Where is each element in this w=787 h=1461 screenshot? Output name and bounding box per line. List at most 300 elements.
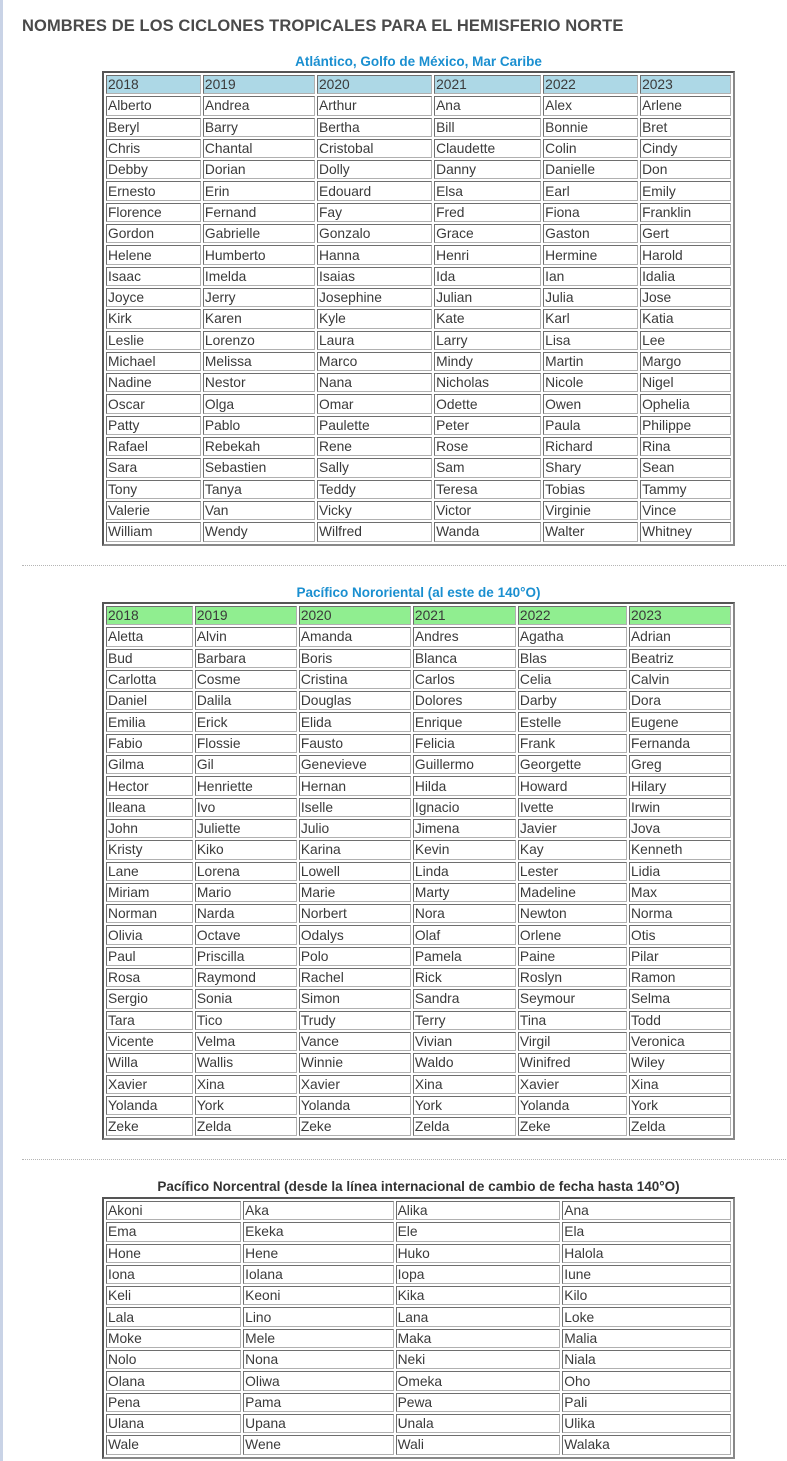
section-separator — [22, 1159, 786, 1160]
name-cell: Margo — [640, 352, 731, 371]
name-cell: Vince — [640, 501, 731, 520]
name-cell: Xavier — [106, 1075, 193, 1094]
section-separator — [22, 565, 786, 566]
year-header: 2022 — [543, 75, 638, 94]
name-cell: Teddy — [317, 480, 432, 499]
name-cell: Pablo — [203, 416, 315, 435]
name-cell: Jerry — [203, 288, 315, 307]
name-cell: Ian — [543, 267, 638, 286]
name-cell: Wene — [243, 1435, 393, 1454]
name-cell: Pali — [562, 1393, 731, 1412]
table-row — [106, 1096, 731, 1115]
pacific-central-names-table — [102, 1197, 735, 1459]
name-cell: Madeline — [518, 883, 627, 902]
name-cell: Elida — [299, 712, 411, 731]
header-row — [106, 75, 731, 94]
name-cell: Barry — [203, 118, 315, 137]
name-cell: Yolanda — [106, 1096, 193, 1115]
name-cell: Ignacio — [413, 798, 516, 817]
name-cell: Hernan — [299, 776, 411, 795]
name-cell: Edouard — [317, 181, 432, 200]
name-cell: Greg — [629, 755, 731, 774]
name-cell: Olga — [203, 394, 315, 413]
table-row — [106, 1265, 731, 1284]
name-cell: Ivette — [518, 798, 627, 817]
name-cell: Pama — [243, 1393, 393, 1412]
atlantic-names-table — [102, 71, 735, 546]
table-row — [106, 904, 731, 923]
name-cell: Isaias — [317, 267, 432, 286]
name-cell: Velma — [195, 1032, 297, 1051]
table-row — [106, 352, 731, 371]
table-row — [106, 1244, 731, 1263]
table-row — [106, 394, 731, 413]
table-row — [106, 1222, 731, 1241]
name-cell: Dorian — [203, 160, 315, 179]
name-cell: Isaac — [106, 267, 201, 286]
name-cell: Boris — [299, 649, 411, 668]
name-cell: Olana — [106, 1371, 241, 1390]
name-cell: Rina — [640, 437, 731, 456]
table-row — [106, 1414, 731, 1433]
name-cell: Walter — [543, 522, 638, 541]
name-cell: Odalys — [299, 925, 411, 944]
name-cell: Nona — [243, 1350, 393, 1369]
name-cell: Kate — [434, 309, 541, 328]
name-cell: Karl — [543, 309, 638, 328]
name-cell: Lana — [396, 1307, 561, 1326]
name-cell: Jose — [640, 288, 731, 307]
name-cell: Josephine — [317, 288, 432, 307]
name-cell: Yolanda — [299, 1096, 411, 1115]
name-cell: Tony — [106, 480, 201, 499]
name-cell: Colin — [543, 139, 638, 158]
name-cell: Florence — [106, 203, 201, 222]
name-cell: Shary — [543, 458, 638, 477]
name-cell: Wendy — [203, 522, 315, 541]
name-cell: Virginie — [543, 501, 638, 520]
name-cell: Andres — [413, 627, 516, 646]
name-cell: Genevieve — [299, 755, 411, 774]
name-cell: Julian — [434, 288, 541, 307]
name-cell: Hene — [243, 1244, 393, 1263]
name-cell: Omeka — [396, 1371, 561, 1390]
table-row — [106, 1075, 731, 1094]
name-cell: Lane — [106, 862, 193, 881]
name-cell: Pilar — [629, 947, 731, 966]
name-cell: Nolo — [106, 1350, 241, 1369]
name-cell: Larry — [434, 331, 541, 350]
name-cell: Idalia — [640, 267, 731, 286]
name-cell: Frank — [518, 734, 627, 753]
name-cell: Eugene — [629, 712, 731, 731]
name-cell: Aletta — [106, 627, 193, 646]
table-row — [106, 1117, 731, 1136]
year-header: 2023 — [640, 75, 731, 94]
table-row — [106, 1350, 731, 1369]
name-cell: Mele — [243, 1329, 393, 1348]
name-cell: Hilary — [629, 776, 731, 795]
name-cell: Whitney — [640, 522, 731, 541]
name-cell: Paulette — [317, 416, 432, 435]
pacific-east-caption: Pacífico Nororiental (al este de 140°O) — [296, 585, 541, 600]
name-cell: Huko — [396, 1244, 561, 1263]
name-cell: Melissa — [203, 352, 315, 371]
name-cell: Iune — [562, 1265, 731, 1284]
name-cell: Miriam — [106, 883, 193, 902]
name-cell: Paul — [106, 947, 193, 966]
name-cell: Iona — [106, 1265, 241, 1284]
name-cell: Hermine — [543, 245, 638, 264]
year-header: 2022 — [518, 606, 627, 625]
name-cell: Tanya — [203, 480, 315, 499]
name-cell: Danielle — [543, 160, 638, 179]
name-cell: William — [106, 522, 201, 541]
name-cell: Kay — [518, 840, 627, 859]
name-cell: Bill — [434, 118, 541, 137]
name-cell: Maka — [396, 1329, 561, 1348]
name-cell: Katia — [640, 309, 731, 328]
name-cell: Zelda — [629, 1117, 731, 1136]
table-row — [106, 1371, 731, 1390]
name-cell: York — [195, 1096, 297, 1115]
name-cell: Peter — [434, 416, 541, 435]
name-cell: Gilma — [106, 755, 193, 774]
name-cell: Mindy — [434, 352, 541, 371]
name-cell: Chantal — [203, 139, 315, 158]
name-cell: Ele — [396, 1222, 561, 1241]
name-cell: Douglas — [299, 691, 411, 710]
table-row — [106, 245, 731, 264]
name-cell: Octave — [195, 925, 297, 944]
name-cell: Sergio — [106, 989, 193, 1008]
name-cell: Raymond — [195, 968, 297, 987]
name-cell: Vicente — [106, 1032, 193, 1051]
name-cell: Karen — [203, 309, 315, 328]
name-cell: Waldo — [413, 1053, 516, 1072]
name-cell: Norman — [106, 904, 193, 923]
name-cell: Barbara — [195, 649, 297, 668]
name-cell: Alex — [543, 96, 638, 115]
name-cell: Victor — [434, 501, 541, 520]
name-cell: Elsa — [434, 181, 541, 200]
name-cell: Walaka — [562, 1435, 731, 1454]
name-cell: Bertha — [317, 118, 432, 137]
table-row — [106, 501, 731, 520]
name-cell: Omar — [317, 394, 432, 413]
name-cell: Guillermo — [413, 755, 516, 774]
name-cell: Beryl — [106, 118, 201, 137]
pacific-central-caption: Pacífico Norcentral (desde la línea internacional de cambio de fecha hasta 140°O) — [157, 1179, 680, 1194]
name-cell: Carlos — [413, 670, 516, 689]
name-cell: Odette — [434, 394, 541, 413]
name-cell: Rafael — [106, 437, 201, 456]
name-cell: Dolores — [413, 691, 516, 710]
name-cell: Nana — [317, 373, 432, 392]
name-cell: Flossie — [195, 734, 297, 753]
name-cell: Alika — [396, 1201, 561, 1220]
name-cell: Paine — [518, 947, 627, 966]
name-cell: Bud — [106, 649, 193, 668]
name-cell: Rose — [434, 437, 541, 456]
table-row — [106, 1286, 731, 1305]
name-cell: Irwin — [629, 798, 731, 817]
name-cell: Lala — [106, 1307, 241, 1326]
table-row — [106, 1435, 731, 1454]
name-cell: Ela — [562, 1222, 731, 1241]
name-cell: Henri — [434, 245, 541, 264]
name-cell: Tina — [518, 1011, 627, 1030]
table-row — [106, 458, 731, 477]
name-cell: Marco — [317, 352, 432, 371]
name-cell: Emilia — [106, 712, 193, 731]
name-cell: Rene — [317, 437, 432, 456]
name-cell: Ana — [434, 96, 541, 115]
table-row — [106, 224, 731, 243]
table-row — [106, 1011, 731, 1030]
name-cell: Franklin — [640, 203, 731, 222]
name-cell: Ulika — [562, 1414, 731, 1433]
name-cell: Grace — [434, 224, 541, 243]
name-cell: Andrea — [203, 96, 315, 115]
name-cell: Hilda — [413, 776, 516, 795]
name-cell: Kiko — [195, 840, 297, 859]
name-cell: Adrian — [629, 627, 731, 646]
name-cell: Rachel — [299, 968, 411, 987]
name-cell: Bonnie — [543, 118, 638, 137]
name-cell: Cristobal — [317, 139, 432, 158]
name-cell: Todd — [629, 1011, 731, 1030]
name-cell: Ulana — [106, 1414, 241, 1433]
year-header: 2019 — [203, 75, 315, 94]
name-cell: Rick — [413, 968, 516, 987]
year-header: 2020 — [299, 606, 411, 625]
year-header: 2023 — [629, 606, 731, 625]
name-cell: Roslyn — [518, 968, 627, 987]
name-cell: Teresa — [434, 480, 541, 499]
name-cell: Fiona — [543, 203, 638, 222]
name-cell: Gert — [640, 224, 731, 243]
name-cell: Richard — [543, 437, 638, 456]
name-cell: Juliette — [195, 819, 297, 838]
name-cell: Amanda — [299, 627, 411, 646]
name-cell: Felicia — [413, 734, 516, 753]
name-cell: Estelle — [518, 712, 627, 731]
table-row — [106, 181, 731, 200]
year-header: 2018 — [106, 75, 201, 94]
name-cell: Lino — [243, 1307, 393, 1326]
table-row — [106, 267, 731, 286]
name-cell: Philippe — [640, 416, 731, 435]
name-cell: Valerie — [106, 501, 201, 520]
year-header: 2021 — [434, 75, 541, 94]
name-cell: Niala — [562, 1350, 731, 1369]
name-cell: Selma — [629, 989, 731, 1008]
name-cell: Olaf — [413, 925, 516, 944]
name-cell: Max — [629, 883, 731, 902]
name-cell: Ivo — [195, 798, 297, 817]
name-cell: Ernesto — [106, 181, 201, 200]
name-cell: Howard — [518, 776, 627, 795]
name-cell: Don — [640, 160, 731, 179]
name-cell: Zeke — [299, 1117, 411, 1136]
name-cell: Iolana — [243, 1265, 393, 1284]
table-row — [106, 968, 731, 987]
name-cell: Malia — [562, 1329, 731, 1348]
table-row — [106, 1053, 731, 1072]
name-cell: Wale — [106, 1435, 241, 1454]
name-cell: Wiley — [629, 1053, 731, 1072]
table-row — [106, 1329, 731, 1348]
name-cell: Imelda — [203, 267, 315, 286]
table-row — [106, 118, 731, 137]
name-cell: Narda — [195, 904, 297, 923]
name-cell: Fernanda — [629, 734, 731, 753]
name-cell: Ana — [562, 1201, 731, 1220]
table-row — [106, 437, 731, 456]
table-row — [106, 139, 731, 158]
name-cell: York — [629, 1096, 731, 1115]
name-cell: Zelda — [413, 1117, 516, 1136]
name-cell: Keoni — [243, 1286, 393, 1305]
name-cell: Chris — [106, 139, 201, 158]
name-cell: Fabio — [106, 734, 193, 753]
name-cell: Kristy — [106, 840, 193, 859]
name-cell: Ema — [106, 1222, 241, 1241]
name-cell: Carlotta — [106, 670, 193, 689]
name-cell: Tico — [195, 1011, 297, 1030]
name-cell: Sara — [106, 458, 201, 477]
table-row — [106, 862, 731, 881]
year-header: 2021 — [413, 606, 516, 625]
name-cell: Hector — [106, 776, 193, 795]
name-cell: Laura — [317, 331, 432, 350]
name-cell: Gil — [195, 755, 297, 774]
table-row — [106, 712, 731, 731]
name-cell: Otis — [629, 925, 731, 944]
name-cell: Priscilla — [195, 947, 297, 966]
table-row — [106, 776, 731, 795]
name-cell: Lidia — [629, 862, 731, 881]
name-cell: Emily — [640, 181, 731, 200]
name-cell: Lorena — [195, 862, 297, 881]
name-cell: Marty — [413, 883, 516, 902]
name-cell: Cosme — [195, 670, 297, 689]
table-row — [106, 522, 731, 541]
name-cell: Julia — [543, 288, 638, 307]
table-row — [106, 480, 731, 499]
name-cell: Seymour — [518, 989, 627, 1008]
name-cell: Vance — [299, 1032, 411, 1051]
table-row — [106, 309, 731, 328]
name-cell: Gabrielle — [203, 224, 315, 243]
name-cell: Agatha — [518, 627, 627, 646]
table-row — [106, 840, 731, 859]
table-row — [106, 925, 731, 944]
name-cell: Leslie — [106, 331, 201, 350]
name-cell: Enrique — [413, 712, 516, 731]
name-cell: Upana — [243, 1414, 393, 1433]
table-row — [106, 331, 731, 350]
table-row — [106, 203, 731, 222]
name-cell: Oscar — [106, 394, 201, 413]
table-row — [106, 691, 731, 710]
table-row — [106, 989, 731, 1008]
name-cell: Darby — [518, 691, 627, 710]
name-cell: Wilfred — [317, 522, 432, 541]
name-cell: Olivia — [106, 925, 193, 944]
name-cell: Kilo — [562, 1286, 731, 1305]
name-cell: Karina — [299, 840, 411, 859]
name-cell: Cristina — [299, 670, 411, 689]
name-cell: Nora — [413, 904, 516, 923]
name-cell: Iselle — [299, 798, 411, 817]
name-cell: Halola — [562, 1244, 731, 1263]
table-row — [106, 947, 731, 966]
name-cell: Arlene — [640, 96, 731, 115]
table-row — [106, 416, 731, 435]
name-cell: Lowell — [299, 862, 411, 881]
name-cell: Dora — [629, 691, 731, 710]
name-cell: Ida — [434, 267, 541, 286]
name-cell: Norma — [629, 904, 731, 923]
name-cell: Sonia — [195, 989, 297, 1008]
name-cell: Humberto — [203, 245, 315, 264]
name-cell: Martin — [543, 352, 638, 371]
name-cell: Trudy — [299, 1011, 411, 1030]
name-cell: Helene — [106, 245, 201, 264]
table-row — [106, 798, 731, 817]
table-row — [106, 96, 731, 115]
name-cell: Patty — [106, 416, 201, 435]
name-cell: Winnie — [299, 1053, 411, 1072]
name-cell: Linda — [413, 862, 516, 881]
name-cell: Nestor — [203, 373, 315, 392]
table-row — [106, 1393, 731, 1412]
name-cell: Jimena — [413, 819, 516, 838]
name-cell: Mario — [195, 883, 297, 902]
name-cell: Daniel — [106, 691, 193, 710]
name-cell: Tammy — [640, 480, 731, 499]
name-cell: Bret — [640, 118, 731, 137]
name-cell: Aka — [243, 1201, 393, 1220]
name-cell: Tobias — [543, 480, 638, 499]
name-cell: Moke — [106, 1329, 241, 1348]
name-cell: Xina — [413, 1075, 516, 1094]
name-cell: Wallis — [195, 1053, 297, 1072]
name-cell: Claudette — [434, 139, 541, 158]
name-cell: Pena — [106, 1393, 241, 1412]
table-row — [106, 627, 731, 646]
table-row — [106, 1201, 731, 1220]
name-cell: Ramon — [629, 968, 731, 987]
name-cell: Terry — [413, 1011, 516, 1030]
name-cell: Nigel — [640, 373, 731, 392]
name-cell: Orlene — [518, 925, 627, 944]
name-cell: Unala — [396, 1414, 561, 1433]
name-cell: Ophelia — [640, 394, 731, 413]
table-row — [106, 734, 731, 753]
name-cell: Dolly — [317, 160, 432, 179]
name-cell: Henriette — [195, 776, 297, 795]
name-cell: Nicole — [543, 373, 638, 392]
name-cell: Neki — [396, 1350, 561, 1369]
name-cell: Erin — [203, 181, 315, 200]
table-row — [106, 1307, 731, 1326]
name-cell: Willa — [106, 1053, 193, 1072]
year-header: 2019 — [195, 606, 297, 625]
name-cell: Erick — [195, 712, 297, 731]
